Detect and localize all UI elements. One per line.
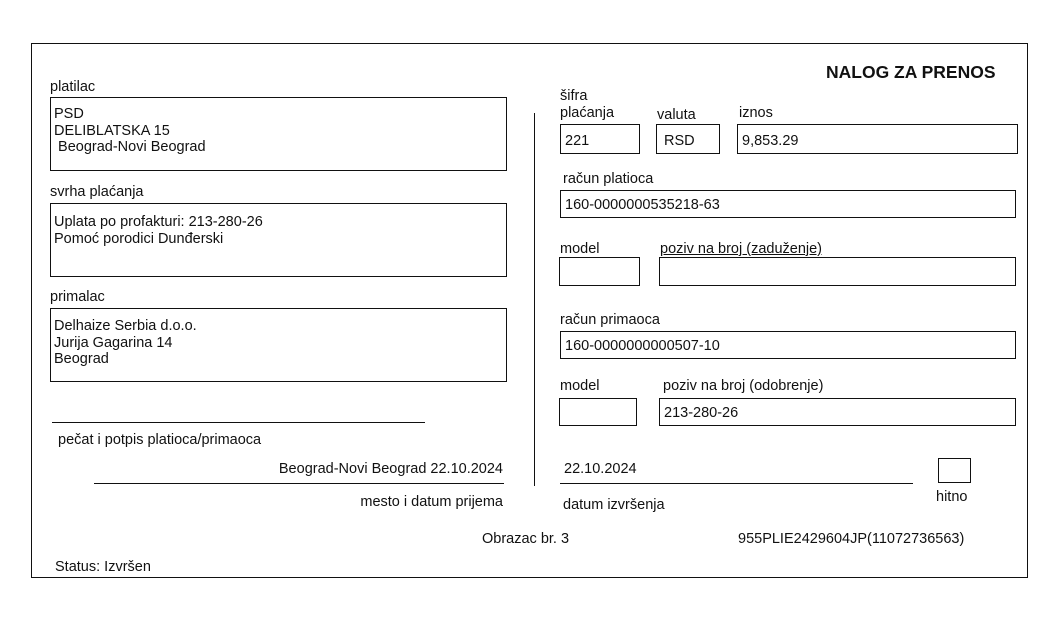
execution-date-value: 22.10.2024	[564, 461, 637, 477]
payer-value: PSD DELIBLATSKA 15 Beograd-Novi Beograd	[54, 106, 206, 155]
model-credit-label: model	[560, 378, 600, 394]
recipient-account-value: 160-0000000000507-10	[565, 338, 720, 354]
recipient-value: Delhaize Serbia d.o.o. Jurija Gagarina 14 Beograd	[54, 318, 197, 367]
payer-box	[50, 97, 507, 171]
amount-label: iznos	[739, 105, 773, 121]
amount-value: 9,853.29	[742, 133, 799, 149]
execution-date-label: datum izvršenja	[563, 497, 665, 513]
payment-code-label-line1: šifra	[560, 88, 588, 104]
recipient-account-field[interactable]	[560, 331, 1016, 359]
model-debit-label: model	[560, 241, 600, 257]
signature-line	[52, 422, 425, 423]
currency-label: valuta	[657, 107, 696, 123]
reference-code: 955PLIE2429604JP(11072736563)	[738, 531, 965, 547]
urgent-checkbox[interactable]	[938, 458, 971, 483]
payer-account-field[interactable]	[560, 190, 1016, 218]
purpose-value: Uplata po profakturi: 213-280-26 Pomoć porodici Dunđerski	[54, 214, 263, 247]
purpose-label: svrha plaćanja	[50, 184, 144, 200]
recipient-account-label: račun primaoca	[560, 312, 660, 328]
place-date-label: mesto i datum prijema	[360, 494, 503, 510]
signature-label: pečat i potpis platioca/primaoca	[58, 432, 262, 448]
execution-date-line	[560, 483, 913, 484]
reference-debit-field[interactable]	[659, 257, 1016, 286]
form-number: Obrazac br. 3	[482, 531, 570, 547]
reference-credit-label: poziv na broj (odobrenje)	[663, 378, 824, 394]
form-title: NALOG ZA PRENOS	[826, 62, 996, 82]
payer-label: platilac	[50, 79, 96, 95]
model-debit-field[interactable]	[559, 257, 640, 286]
payer-account-value: 160-0000000535218-63	[565, 197, 720, 213]
currency-field[interactable]	[656, 124, 720, 154]
reference-credit-value: 213-280-26	[664, 405, 739, 421]
payment-code-field[interactable]	[560, 124, 640, 154]
payment-code-label-line2: plaćanja	[560, 105, 615, 121]
column-divider	[534, 113, 535, 486]
status-text: Status: Izvršen	[55, 559, 151, 575]
purpose-box	[50, 203, 507, 277]
place-date-line	[94, 483, 504, 484]
model-credit-field[interactable]	[559, 398, 637, 426]
payment-code-value: 221	[565, 133, 590, 149]
reference-credit-field[interactable]	[659, 398, 1016, 426]
currency-value: RSD	[664, 133, 695, 149]
recipient-box	[50, 308, 507, 382]
urgent-label: hitno	[936, 489, 968, 505]
recipient-label: primalac	[50, 289, 105, 305]
reference-debit-label: poziv na broj (zaduženje)	[660, 241, 823, 257]
amount-field[interactable]	[737, 124, 1018, 154]
payer-account-label: račun platioca	[563, 171, 654, 187]
place-date-value: Beograd-Novi Beograd 22.10.2024	[278, 461, 503, 477]
